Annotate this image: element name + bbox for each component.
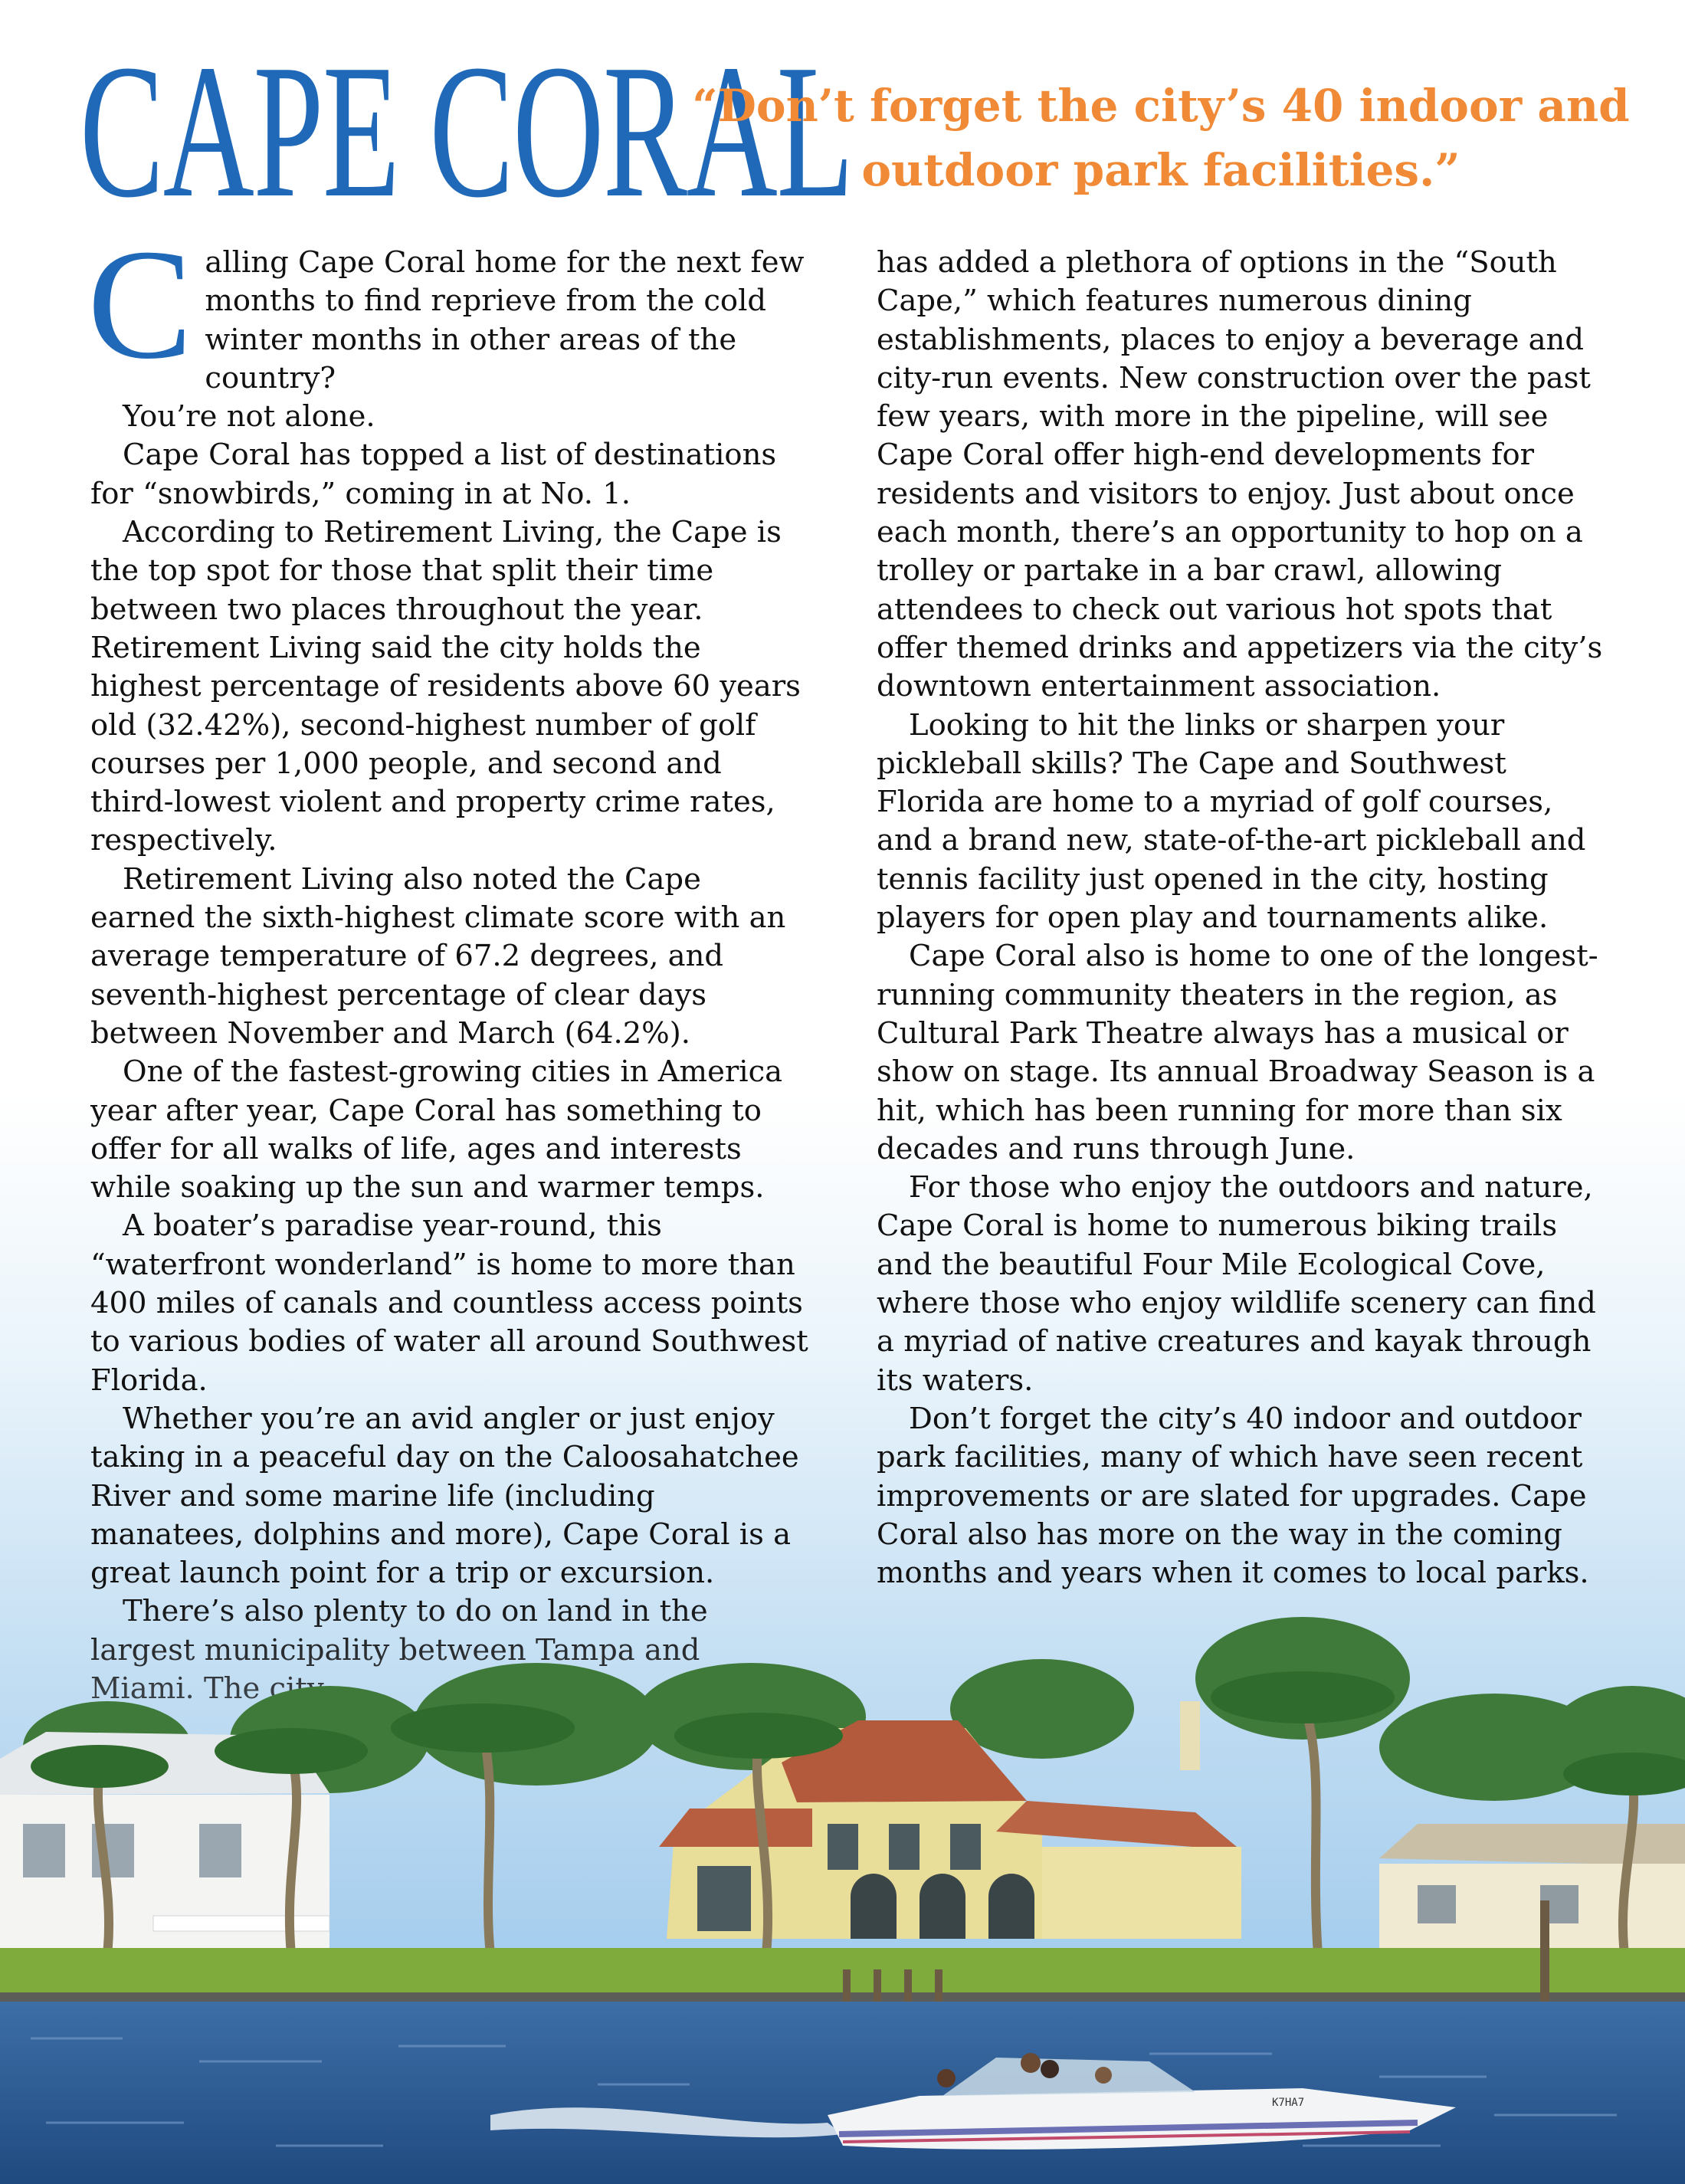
river-water: [0, 2002, 1685, 2184]
article-paragraph: Cape Coral has topped a list of destinations for “snowbirds,” coming in at No. 1.: [90, 438, 777, 511]
boat-registration: K7HA7: [1272, 2097, 1305, 2109]
article-title: CAPE CORAL: [80, 25, 854, 238]
article-paragraph: Cape Coral also is home to one of the longest-running community theaters in the region, as Cultural Park Theatre always has a musical or show on stage. Its annual Broadway Season is a hit, which has been running for more than six decades and runs through June.: [877, 939, 1598, 1166]
article-paragraph: [87, 216, 811, 398]
bungalow: [1379, 1824, 1685, 1948]
waterfront-photo: [0, 1594, 1685, 2184]
text-column-right: [877, 244, 1612, 1592]
article-paragraph-continued: has added a plethora of options in the “South Cape,” which features numerous dining establishments, places to enjoy a beverage and city-run events. New construction over the past few years, with more in the pipeline, will see Cape Coral offer high-end developments for residents and visitors to enjoy. Just about once each month, there’s an opportunity to hop on a trolley or partake in a bar crawl, allowing attendees to check out various hot spots that offer themed drinks and appetizers via the city’s downtown entertainment association.: [877, 245, 1603, 704]
lawn: [0, 1948, 1685, 1995]
article-paragraph: Whether you’re an avid angler or just enjoy taking in a peaceful day on the Caloosahatchee River and some marine life (including manatees, dolphins and more), Cape Coral is a great launch point for a trip or excursion.: [90, 1401, 799, 1591]
drop-cap: C: [87, 216, 193, 392]
article-paragraph: A boater’s paradise year-round, this “waterfront wonderland” is home to more than 400 miles of canals and countless access points to various bodies of water all around Southwest Florida.: [90, 1208, 808, 1398]
waterfront-illustration: [0, 1594, 1685, 2184]
article-paragraph: According to Retirement Living, the Cape is the top spot for those that split their time between two places throughout the year. Retirement Living said the city holds the highest percentage of residents above 60 years old (32.42%), second-highest number of golf courses per 1,000 people, and second and third-lowest violent and property crime rates, respectively.: [90, 515, 801, 858]
article-paragraph: Looking to hit the links or sharpen your pickleball skills? The Cape and Southwest Florida are home to a myriad of golf courses, and a brand new, state-of-the-art pickleball and tennis facility just opened in the city, hosting players for open play and tournaments alike.: [877, 707, 1586, 936]
text-column-left: [87, 216, 811, 1708]
article-paragraph: You’re not alone.: [123, 399, 375, 435]
article-paragraph: For those who enjoy the outdoors and nature, Cape Coral is home to numerous biking trails and the beautiful Four Mile Ecological Cove, where those who enjoy wildlife scenery can find a myriad of native creatures and kayak through its waters.: [877, 1170, 1596, 1398]
pull-quote: “Don’t forget the city’s 40 indoor and outdoor park facilities.”: [692, 80, 1630, 196]
article-paragraph: Don’t forget the city’s 40 indoor and outdoor park facilities, many of which have seen recent improvements or are slated for upgrades. Cape Coral also has more on the way in the coming months and years when it comes to local parks.: [877, 1401, 1589, 1591]
article-paragraph: One of the fastest-growing cities in America year after year, Cape Coral has something to offer for all walks of life, ages and interests while soaking up the sun and warmer temps.: [90, 1054, 783, 1205]
paragraph-text: alling Cape Coral home for the next few months to find reprieve from the cold winter months in other areas of the country?: [205, 245, 805, 395]
article-paragraph: Retirement Living also noted the Cape earned the sixth-highest climate score with an average temperature of 67.2 degrees, and seventh-highest percentage of clear days between November and March (64.2%).: [90, 861, 786, 1051]
